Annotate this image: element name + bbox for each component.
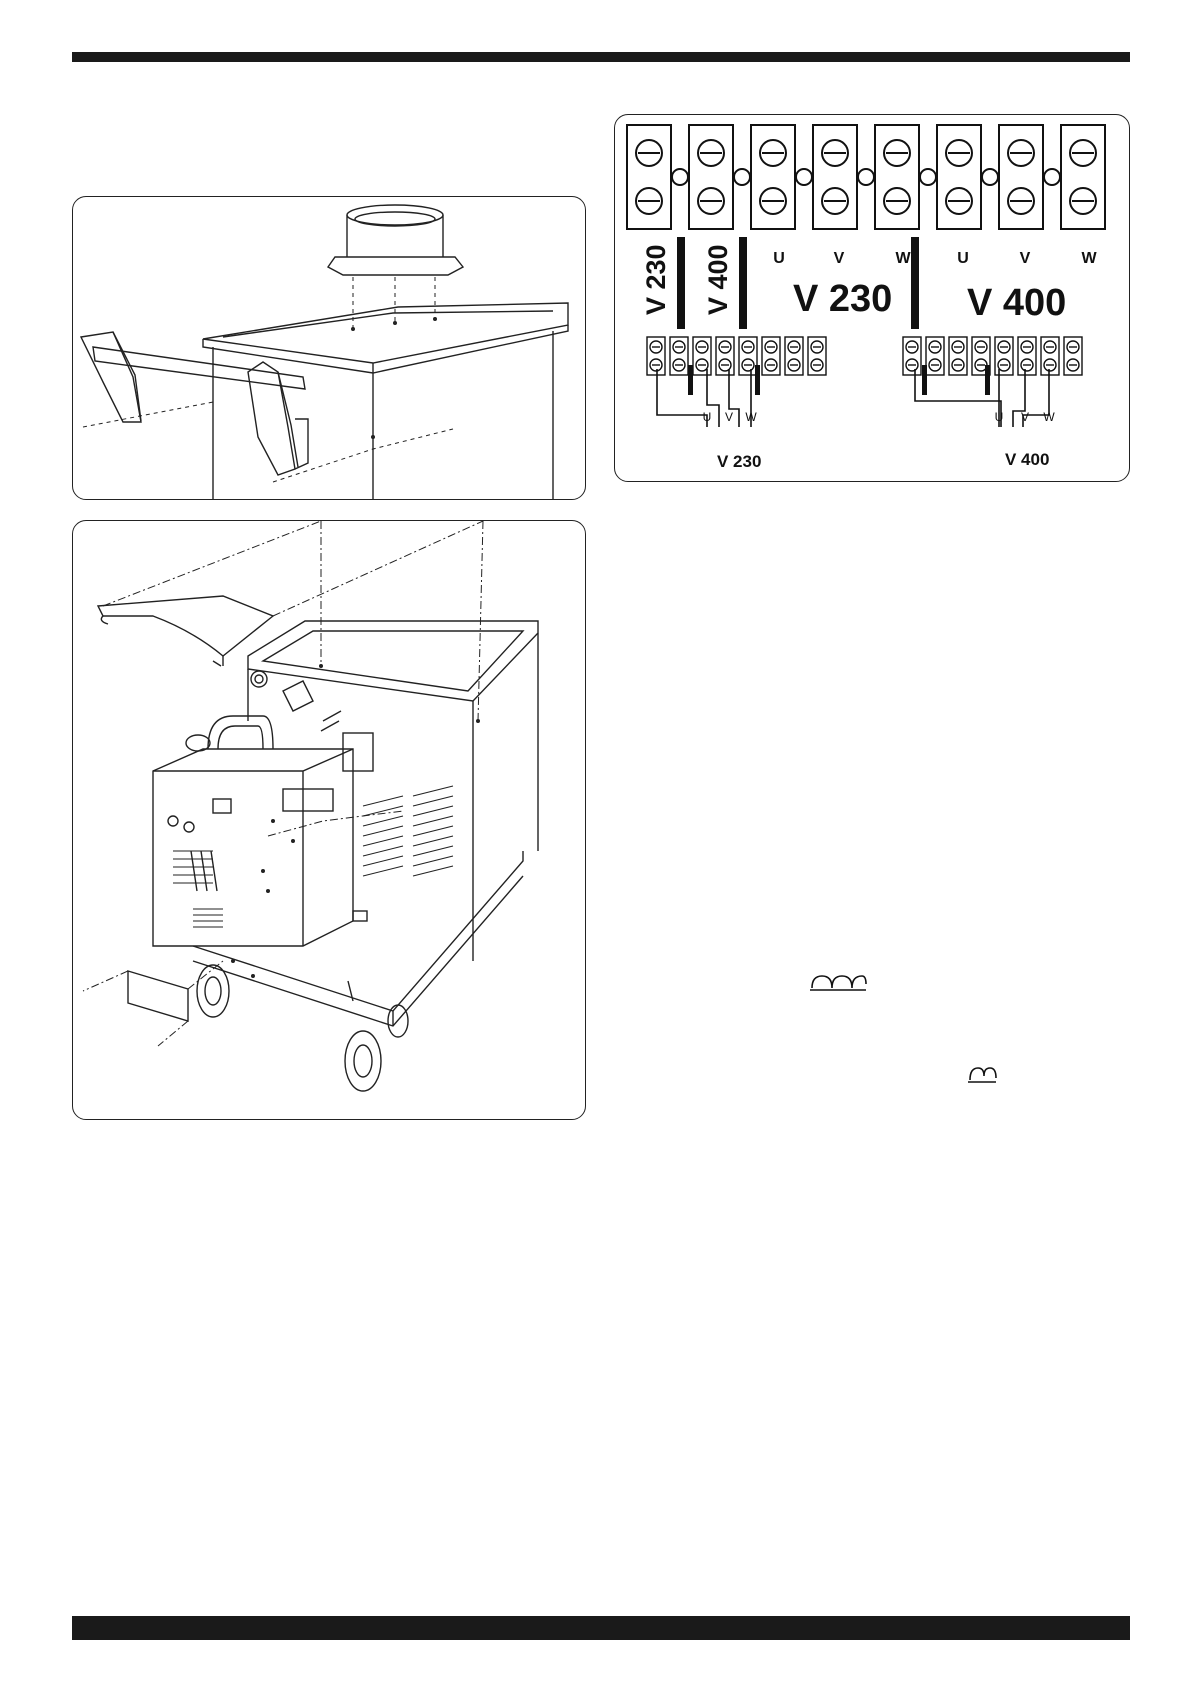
small-terminal-block bbox=[1018, 337, 1036, 375]
trolley-assembly-drawing bbox=[73, 521, 585, 1119]
handle-assembly-drawing bbox=[73, 197, 585, 499]
small-terminal-block bbox=[670, 337, 688, 375]
terminal-bridge bbox=[672, 169, 688, 185]
terminal-board-drawing bbox=[615, 115, 1129, 481]
terminal-bridge bbox=[920, 169, 936, 185]
terminal-bridge bbox=[796, 169, 812, 185]
trolley-assembly-figure bbox=[72, 520, 586, 1120]
vertical-label-v400: V 400 bbox=[703, 244, 733, 315]
many-turns-coil-icon bbox=[808, 972, 868, 992]
terminal-bridge bbox=[1044, 169, 1060, 185]
vertical-label-v230: V 230 bbox=[641, 244, 671, 315]
small-label-u-left: U bbox=[702, 410, 712, 424]
small-terminal-block bbox=[995, 337, 1013, 375]
small-terminal-block bbox=[785, 337, 803, 375]
terminal-bridge bbox=[734, 169, 750, 185]
small-label-w-left: W bbox=[745, 410, 757, 424]
phase-label-u-400: U bbox=[957, 250, 969, 267]
phase-label-v-230: V bbox=[833, 250, 845, 267]
phase-label-w-230: W bbox=[895, 250, 911, 267]
small-label-v-left: V bbox=[724, 410, 734, 424]
small-terminal-block bbox=[1064, 337, 1082, 375]
small-terminal-block bbox=[647, 337, 665, 375]
terminal-bridge bbox=[858, 169, 874, 185]
small-terminal-block bbox=[693, 337, 711, 375]
footer-rule bbox=[72, 1616, 1130, 1640]
small-label-v-right: V bbox=[1020, 410, 1030, 424]
group-label-v230: V 230 bbox=[793, 278, 893, 320]
small-terminal-block bbox=[903, 337, 921, 375]
small-terminal-block bbox=[762, 337, 780, 375]
few-turns-coil-icon bbox=[966, 1064, 998, 1084]
small-terminal-block bbox=[739, 337, 757, 375]
small-terminal-block bbox=[949, 337, 967, 375]
small-label-u-right: U bbox=[994, 410, 1004, 424]
terminal-board-diagram bbox=[614, 114, 1130, 482]
small-terminal-block bbox=[716, 337, 734, 375]
footer-label-v230: V 230 bbox=[717, 452, 762, 471]
small-terminal-block bbox=[1041, 337, 1059, 375]
terminal-bridge bbox=[982, 169, 998, 185]
phase-label-v-400: V bbox=[1019, 250, 1031, 267]
small-terminal-block bbox=[926, 337, 944, 375]
phase-label-u-230: U bbox=[773, 250, 785, 267]
small-label-w-right: W bbox=[1043, 410, 1055, 424]
phase-label-w-400: W bbox=[1081, 250, 1097, 267]
header-rule bbox=[72, 52, 1130, 62]
handle-assembly-figure bbox=[72, 196, 586, 500]
small-terminal-block bbox=[808, 337, 826, 375]
group-label-v400: V 400 bbox=[967, 282, 1067, 324]
footer-label-v400: V 400 bbox=[1005, 450, 1050, 469]
